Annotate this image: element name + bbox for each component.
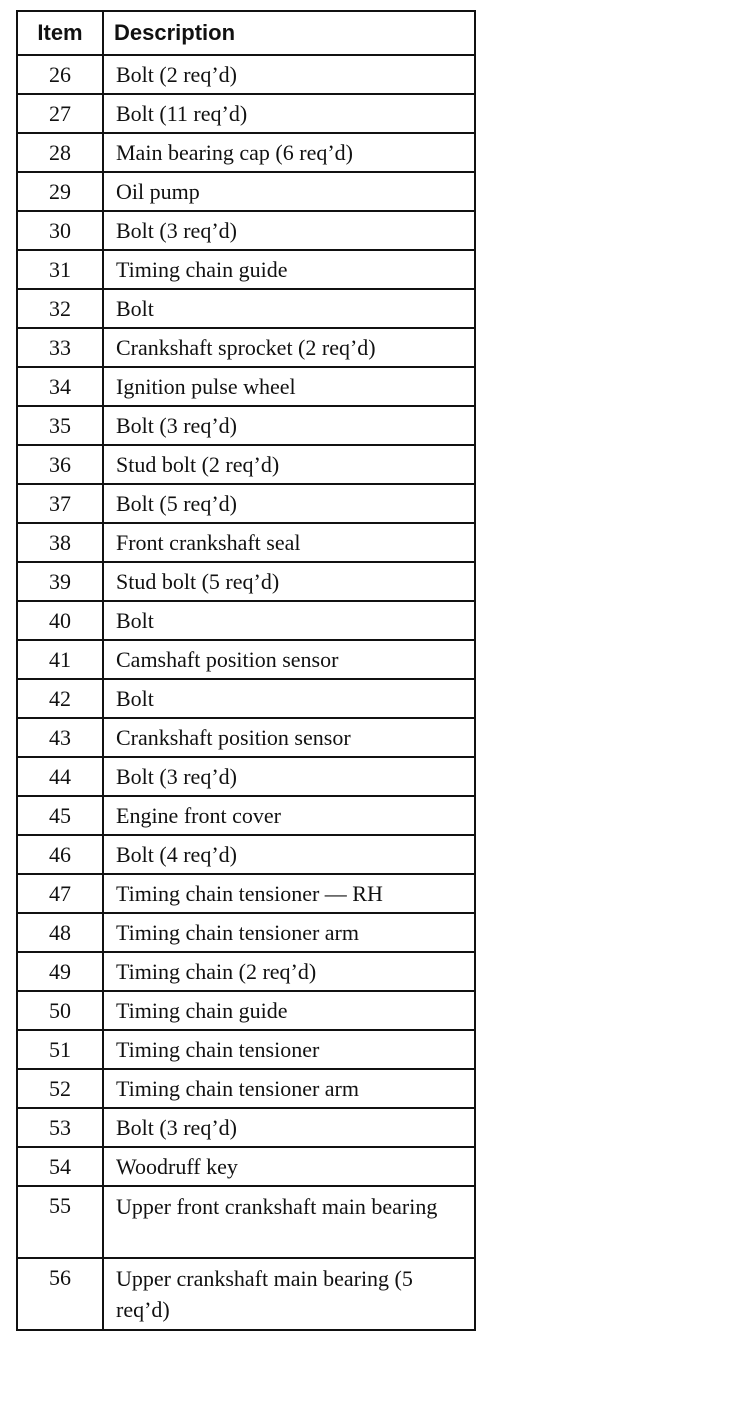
item-description: Timing chain tensioner xyxy=(103,1030,475,1069)
item-number: 38 xyxy=(17,523,103,562)
table-header xyxy=(17,11,475,55)
table-row xyxy=(17,55,475,94)
item-description: Bolt (3 req’d) xyxy=(103,211,475,250)
item-description: Upper crankshaft main bearing (5 req’d) xyxy=(103,1258,475,1330)
item-number: 43 xyxy=(17,718,103,757)
table-row xyxy=(17,289,475,328)
item-number: 29 xyxy=(17,172,103,211)
item-number: 37 xyxy=(17,484,103,523)
item-number: 44 xyxy=(17,757,103,796)
table-row xyxy=(17,757,475,796)
item-number: 33 xyxy=(17,328,103,367)
item-description: Timing chain guide xyxy=(103,991,475,1030)
table-row xyxy=(17,328,475,367)
item-description: Stud bolt (2 req’d) xyxy=(103,445,475,484)
table-row xyxy=(17,991,475,1030)
item-description: Crankshaft sprocket (2 req’d) xyxy=(103,328,475,367)
table-row xyxy=(17,913,475,952)
item-description: Bolt (4 req’d) xyxy=(103,835,475,874)
item-number: 56 xyxy=(17,1258,103,1330)
item-number: 42 xyxy=(17,679,103,718)
table-row xyxy=(17,211,475,250)
item-number: 55 xyxy=(17,1186,103,1258)
item-description: Bolt (3 req’d) xyxy=(103,757,475,796)
table-row xyxy=(17,835,475,874)
table-row xyxy=(17,133,475,172)
table-row xyxy=(17,874,475,913)
item-number: 35 xyxy=(17,406,103,445)
table-row xyxy=(17,679,475,718)
table-row xyxy=(17,484,475,523)
item-description: Timing chain guide xyxy=(103,250,475,289)
table-row xyxy=(17,250,475,289)
item-number: 52 xyxy=(17,1069,103,1108)
item-description: Crankshaft position sensor xyxy=(103,718,475,757)
item-number: 32 xyxy=(17,289,103,328)
table-row xyxy=(17,406,475,445)
table-row xyxy=(17,1186,475,1258)
item-number: 46 xyxy=(17,835,103,874)
column-header-description: Description xyxy=(103,11,475,55)
item-number: 48 xyxy=(17,913,103,952)
table-row xyxy=(17,94,475,133)
item-description: Oil pump xyxy=(103,172,475,211)
item-description: Bolt (3 req’d) xyxy=(103,406,475,445)
item-number: 27 xyxy=(17,94,103,133)
table-row xyxy=(17,1069,475,1108)
item-number: 40 xyxy=(17,601,103,640)
item-description: Bolt xyxy=(103,601,475,640)
item-number: 53 xyxy=(17,1108,103,1147)
item-number: 49 xyxy=(17,952,103,991)
table-row xyxy=(17,172,475,211)
item-description: Timing chain tensioner arm xyxy=(103,1069,475,1108)
item-number: 41 xyxy=(17,640,103,679)
item-description: Bolt (5 req’d) xyxy=(103,484,475,523)
item-description: Stud bolt (5 req’d) xyxy=(103,562,475,601)
item-number: 51 xyxy=(17,1030,103,1069)
item-number: 47 xyxy=(17,874,103,913)
table-row xyxy=(17,1030,475,1069)
column-header-item: Item xyxy=(17,11,103,55)
table-row xyxy=(17,445,475,484)
item-description: Woodruff key xyxy=(103,1147,475,1186)
item-number: 30 xyxy=(17,211,103,250)
item-description: Upper front crankshaft main bearing xyxy=(103,1186,475,1258)
item-description: Ignition pulse wheel xyxy=(103,367,475,406)
table-row xyxy=(17,718,475,757)
item-description: Bolt (3 req’d) xyxy=(103,1108,475,1147)
table-row xyxy=(17,1147,475,1186)
item-number: 28 xyxy=(17,133,103,172)
item-description: Timing chain tensioner — RH xyxy=(103,874,475,913)
table-row xyxy=(17,367,475,406)
item-description: Bolt (11 req’d) xyxy=(103,94,475,133)
item-description: Bolt xyxy=(103,679,475,718)
table-row xyxy=(17,640,475,679)
item-description: Timing chain tensioner arm xyxy=(103,913,475,952)
table-row xyxy=(17,952,475,991)
item-description: Engine front cover xyxy=(103,796,475,835)
item-description: Camshaft position sensor xyxy=(103,640,475,679)
item-number: 45 xyxy=(17,796,103,835)
table-body xyxy=(17,55,475,1330)
item-number: 54 xyxy=(17,1147,103,1186)
item-number: 26 xyxy=(17,55,103,94)
item-number: 50 xyxy=(17,991,103,1030)
item-number: 36 xyxy=(17,445,103,484)
parts-table xyxy=(16,10,476,1331)
item-number: 34 xyxy=(17,367,103,406)
header-row xyxy=(17,11,475,55)
item-number: 39 xyxy=(17,562,103,601)
table-row xyxy=(17,1108,475,1147)
table-row xyxy=(17,601,475,640)
item-description: Timing chain (2 req’d) xyxy=(103,952,475,991)
table-row xyxy=(17,1258,475,1330)
item-description: Bolt (2 req’d) xyxy=(103,55,475,94)
item-description: Bolt xyxy=(103,289,475,328)
item-number: 31 xyxy=(17,250,103,289)
table-row xyxy=(17,523,475,562)
item-description: Front crankshaft seal xyxy=(103,523,475,562)
item-description: Main bearing cap (6 req’d) xyxy=(103,133,475,172)
table-row xyxy=(17,562,475,601)
table-row xyxy=(17,796,475,835)
